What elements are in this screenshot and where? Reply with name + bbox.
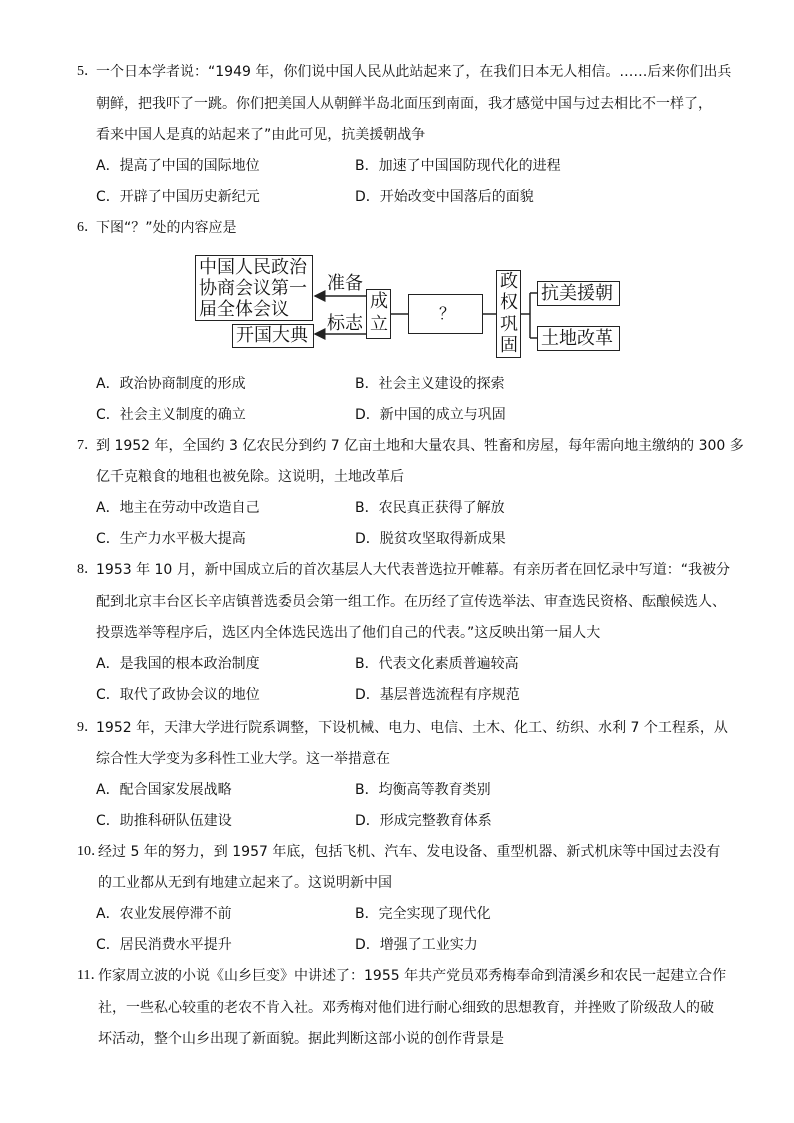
option-d[interactable]: D．脱贫攻坚取得新成果 (355, 531, 506, 547)
option-c[interactable]: C．取代了政协会议的地位 (96, 687, 260, 703)
option-c[interactable]: C．社会主义制度的确立 (96, 407, 246, 423)
option-a[interactable]: A．政治协商制度的形成 (96, 376, 246, 392)
question-text-line: 一个日本学者说：“1949 年，你们说中国人民从此站起来了，在我们日本无人相信。……后来你们出兵 (96, 64, 732, 80)
option-c[interactable]: C．助推科研队伍建设 (96, 813, 232, 829)
cppcc-box: 中国人民政治 协商会议第一 届全体会议 (195, 255, 313, 321)
option-d[interactable]: D．形成完整教育体系 (355, 813, 492, 829)
resist-aid-box: 抗美援朝 (537, 281, 620, 306)
option-d[interactable]: D．增强了工业实力 (355, 937, 478, 953)
question-text-line: 1953 年 10 月，新中国成立后的首次基层人大代表普选拉开帷幕。有亲历者在回忆录中写道：“我被分 (96, 562, 731, 578)
question-text-line: 下图“？”处的内容应是 (96, 220, 237, 236)
question-text-line: 投票选举等程序后，选区内全体选民选出了他们自己的代表。”这反映出第一届人大 (96, 625, 601, 641)
option-b[interactable]: B．完全实现了现代化 (355, 906, 491, 922)
option-a[interactable]: A．配合国家发展战略 (96, 782, 232, 798)
question-text-line: 作家周立波的小说《山乡巨变》中讲述了：1955 年共产党员邓秀梅奉命到清溪乡和农民一起建立合作 (98, 968, 727, 984)
question-text-line: 坏活动，整个山乡出现了新面貌。据此判断这部小说的创作背景是 (98, 1031, 504, 1047)
land-reform-box: 土地改革 (537, 326, 620, 351)
option-a[interactable]: A．地主在劳动中改造自己 (96, 500, 260, 516)
question-text-line: 社，一些私心较重的老农不肯入社。邓秀梅对他们进行耐心细致的思想教育，并挫败了阶级敌人的破 (98, 1000, 714, 1016)
question-number: 8． (77, 562, 98, 577)
question-number: 6． (77, 220, 98, 235)
option-b[interactable]: B．加速了中国国防现代化的进程 (355, 158, 561, 174)
founded-box: 成 立 (366, 289, 391, 339)
question-text-line: 综合性大学变为多科性工业大学。这一举措意在 (96, 751, 390, 767)
question-number: 7． (77, 438, 98, 453)
question-text-line: 看来中国人是真的站起来了”由此可见，抗美援朝战争 (96, 127, 426, 143)
option-d[interactable]: D．开始改变中国落后的面貌 (355, 189, 534, 205)
option-d[interactable]: D．新中国的成立与巩固 (355, 407, 506, 423)
question-text-line: 配到北京丰台区长辛店镇普选委员会第一组工作。在历经了宣传选举法、审查选民资格、酝酿候选人、 (96, 594, 726, 610)
consolidate-box: 政 权 巩 固 (496, 270, 521, 358)
option-d[interactable]: D．基层普选流程有序规范 (355, 687, 520, 703)
option-a[interactable]: A．提高了中国的国际地位 (96, 158, 260, 174)
option-c[interactable]: C．生产力水平极大提高 (96, 531, 246, 547)
option-a[interactable]: A．是我国的根本政治制度 (96, 656, 260, 672)
label-symbol: 标志 (327, 313, 363, 334)
option-c[interactable]: C．开辟了中国历史新纪元 (96, 189, 260, 205)
question-text-line: 朝鲜，把我吓了一跳。你们把美国人从朝鲜半岛北面压到南面，我才感觉中国与过去相比不一样了， (96, 96, 712, 112)
question-text-line: 1952 年，天津大学进行院系调整，下设机械、电力、电信、土木、化工、纺织、水利 7 个工程系，从 (96, 720, 728, 736)
question-number: 10． (77, 844, 105, 859)
option-c[interactable]: C．居民消费水平提升 (96, 937, 232, 953)
option-b[interactable]: B．社会主义建设的探索 (355, 376, 505, 392)
option-a[interactable]: A．农业发展停滞不前 (96, 906, 232, 922)
label-prepare: 准备 (327, 273, 363, 294)
option-b[interactable]: B．均衡高等教育类别 (355, 782, 491, 798)
question-text-line: 到 1952 年，全国约 3 亿农民分到约 7 亿亩土地和大量农具、牲畜和房屋，每年需向地主缴纳的 300 多 (96, 438, 744, 454)
unknown-box: ？ (408, 294, 483, 334)
question-text-line: 的工业都从无到有地建立起来了。这说明新中国 (98, 875, 392, 891)
question-number: 11． (77, 968, 105, 983)
question-number: 9． (77, 720, 98, 735)
option-b[interactable]: B．代表文化素质普遍较高 (355, 656, 519, 672)
founding-ceremony-box: 开国大典 (232, 324, 314, 348)
question-number: 5． (77, 64, 98, 79)
question-text-line: 亿千克粮食的地租也被免除。这说明，土地改革后 (96, 469, 404, 485)
option-b[interactable]: B．农民真正获得了解放 (355, 500, 505, 516)
question-text-line: 经过 5 年的努力，到 1957 年底，包括飞机、汽车、发电设备、重型机器、新式机床等中国过去没有 (98, 844, 721, 860)
